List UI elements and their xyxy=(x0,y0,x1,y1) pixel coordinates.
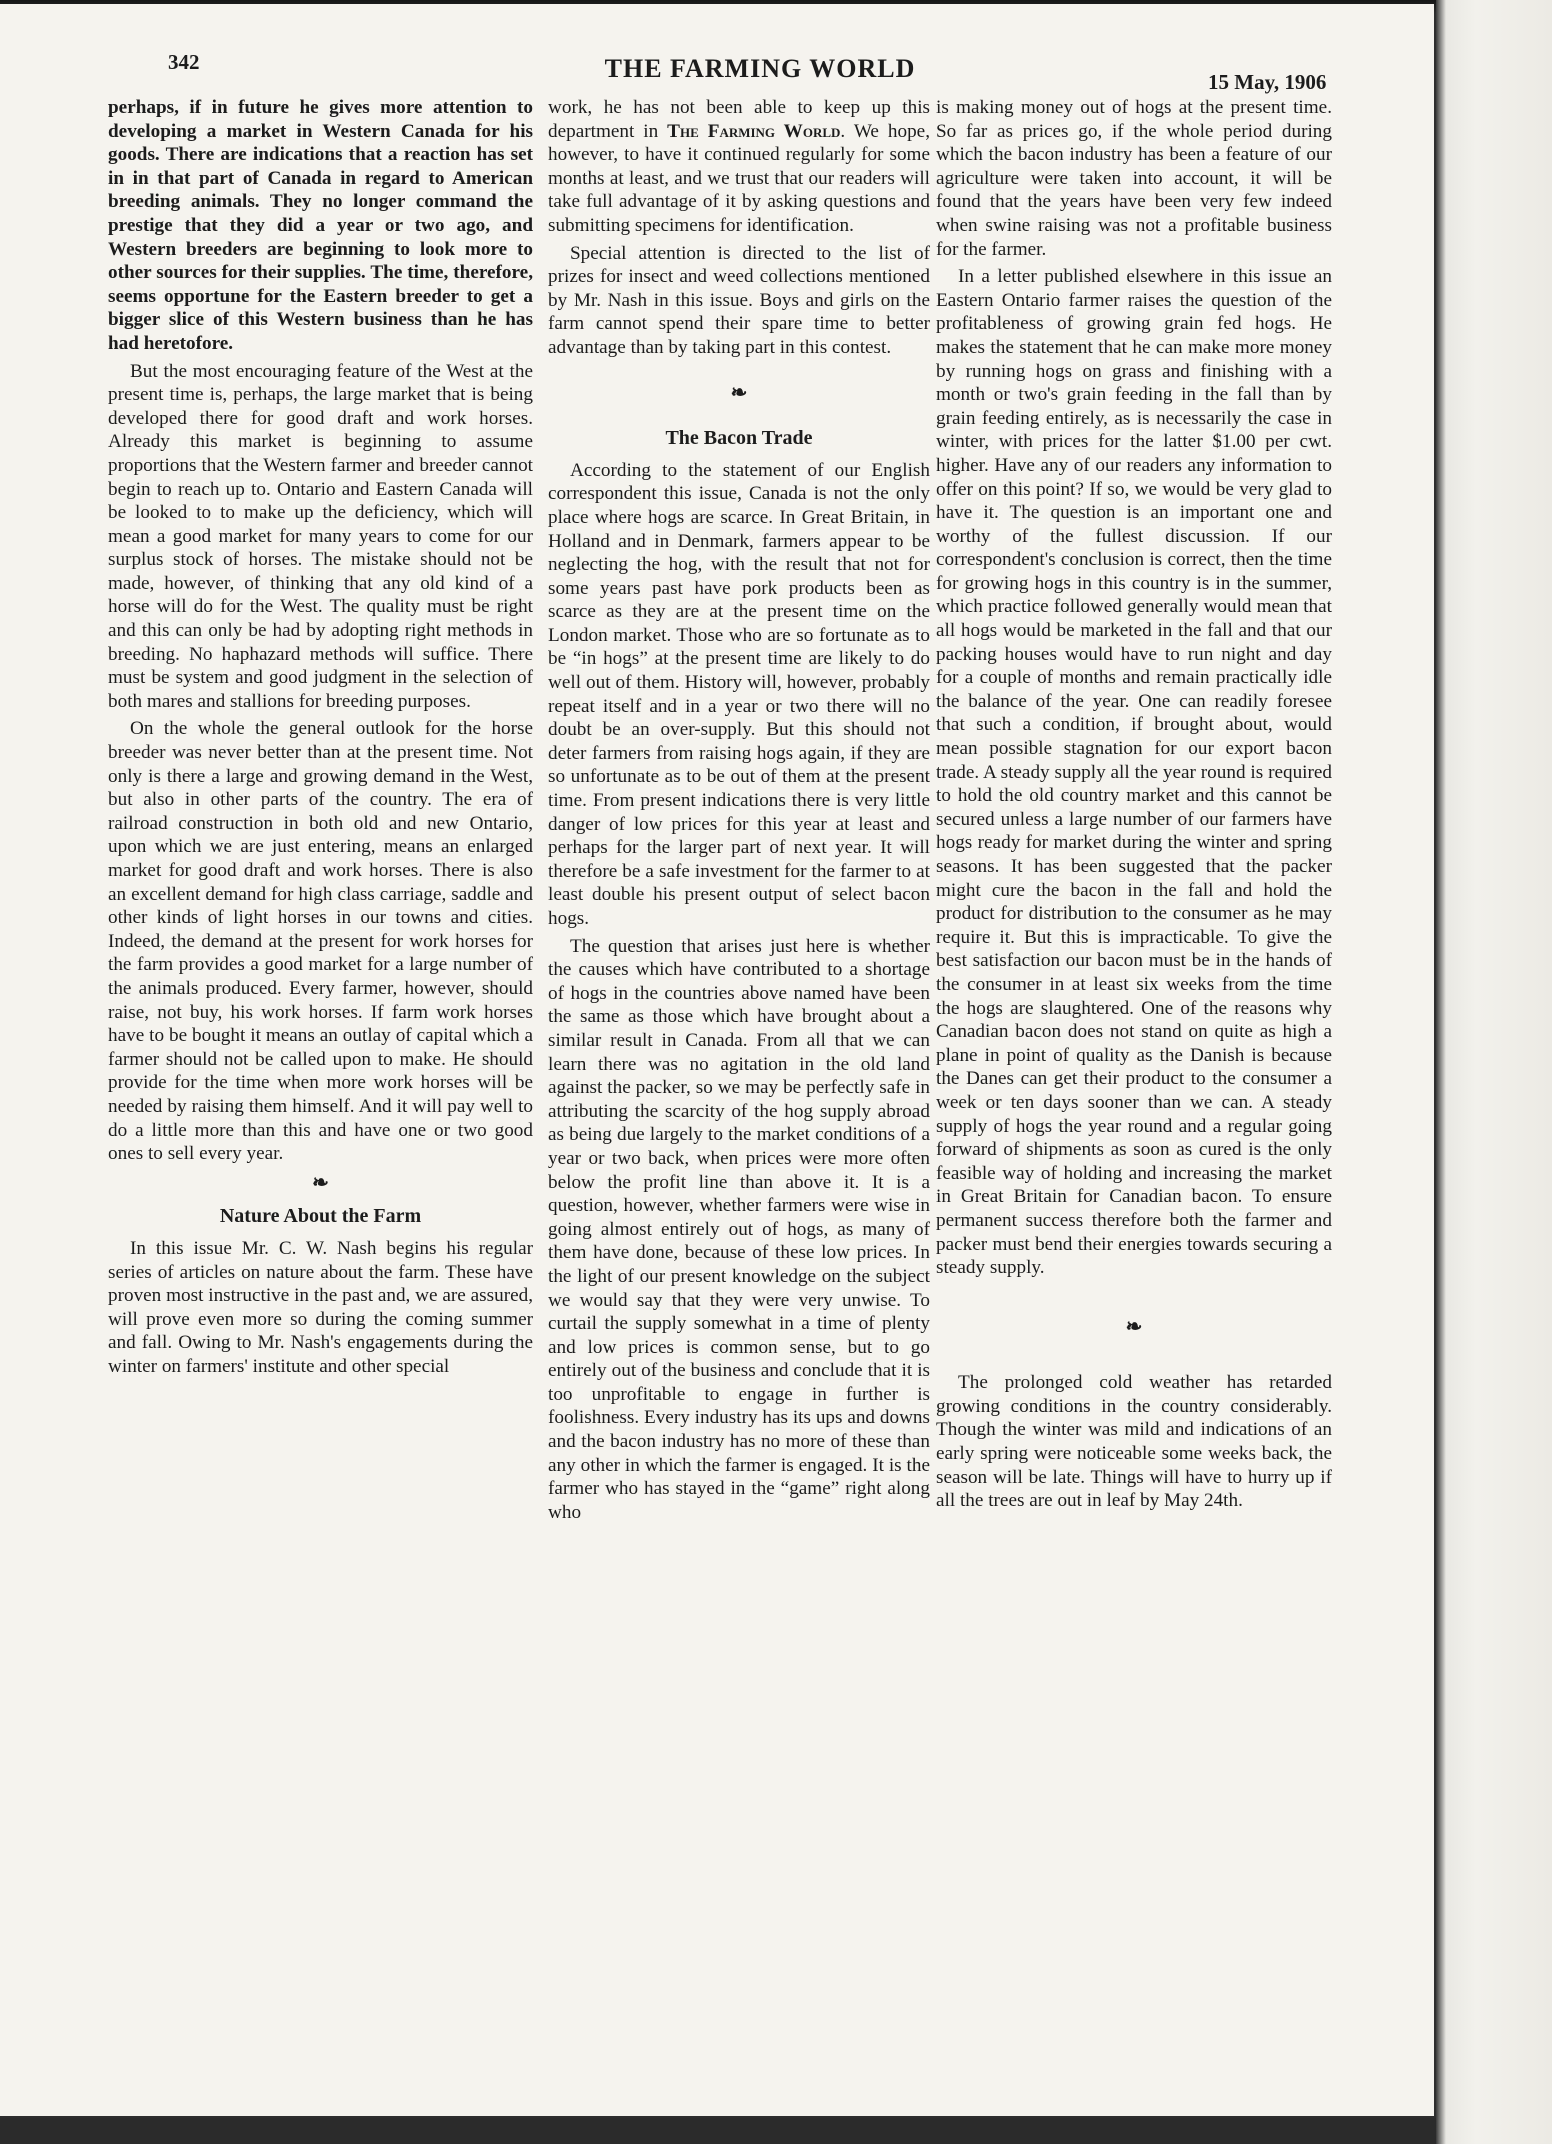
paragraph: But the most encouraging feature of the West at the present time is, perhaps, the large market that is being developed there for good draft and work horses. Already this market is beginning to assume proportions that the Western farmer and breeder cannot begin to reach up to. Ontario and Eastern Canada will be looked to to make up the deficiency, which will mean a good market for many years to come for our surplus stock of horses. The mistake should not be made, however, of thinking that any old kind of a horse will do for the West. The quality must be right and this can only be had by adopting right methods in breeding. No haphazard methods will suffice. There must be system and good judgment in the selection of both mares and stallions for breeding purposes. xyxy=(108,360,533,712)
column-3 xyxy=(936,96,1332,1517)
running-title: THE FARMING WORLD xyxy=(604,54,916,83)
text-run: . We hope, however, to have it continued regularly for some months at least, and we trust that our readers will take full advantage of it by asking questions and submitting specimens for identification. xyxy=(548,120,930,236)
page-header xyxy=(0,44,1434,94)
paragraph: The prolonged cold weather has retarded growing conditions in the country considerably. Though the winter was mild and indications of an early spring were noticeable some weeks back, the season will be late. Things will have to hurry up if all the trees are out in leaf by May 24th. xyxy=(936,1372,1332,1512)
paragraph: On the whole the general outlook for the horse breeder was never better than at the present time. Not only is there a large and growing demand in the West, but also in other parts of the country. The era of railroad construction in both old and new Ontario, upon which we are just entering, means an enlarged market for good draft and work horses. There is also an excellent demand for high class carriage, saddle and other kinds of light horses in our towns and cities. Indeed, the demand at the present for work horses for the farm provides a good market for a large number of the animals produced. Every farmer, however, should raise, not buy, his work horses. If farm work horses have to be bought it means an outlay of capital which a farmer should not be called upon to make. He should provide for the time when more work horses will be needed by raising them himself. And it will pay well to do a little more than this and have one or two good ones to sell every year. xyxy=(108,718,533,1165)
section-ornament: ❧ xyxy=(730,381,748,404)
column-1 xyxy=(108,96,533,1382)
paragraph: perhaps, if in future he gives more attention to developing a market in Western Canada for his goods. There are indications that a reaction has set in in that part of Canada in regard to American breeding animals. They no longer command the prestige that they did a year or two ago, and Western breeders are beginning to look more to other sources for their supplies. The time, therefore, seems opportune for the Eastern breeder to get a bigger slice of this Western business than he has had heretofore. xyxy=(108,97,533,354)
facing-page-edge xyxy=(1436,0,1552,2144)
paragraph: In a letter published elsewhere in this issue an Eastern Ontario farmer raises the question of the profitableness of growing grain fed hogs. He makes the statement that he can make more money by running hogs on grass and finishing with a month or two's grain feeding in the fall than by grain feeding entirely, as is necessarily the case in winter, with prices for the latter $1.00 per cwt. higher. Have any of our readers any information to offer on this point? If so, we would be very glad to have it. The question is an important one and worthy of the fullest discussion. If our correspondent's conclusion is correct, then the time for growing hogs in this country is in the summer, which practice followed generally would mean that all hogs would be marketed in the fall and that our packing houses would have to run night and day for a couple of months and remain practically idle the balance of the year. One can readily foresee that such a condition, if brought about, would mean possible stagnation for our export bacon trade. A steady supply all the year round is required to hold the old country market and this cannot be secured unless a large number of our farmers have hogs ready for market during the winter and spring seasons. It has been suggested that the packer might cure the bacon in the fall and hold the product for distribution to the consumer as he may require it. But this is impracticable. To give the best satisfaction our bacon must be in the hands of the consumer in at least six weeks from the time the hogs are slaughtered. One of the reasons why Canadian bacon does not stand on quite as high a plane in point of quality as the Danish is because the Danes can get their product to the consumer a week or ten days sooner than we can. A steady supply of hogs the year round and a regular going forward of shipments as soon as cured is the only feasible way of holding and increasing the market in Great Britain for Canadian bacon. To ensure permanent success therefore both the farmer and packer must bend their energies towards securing a steady supply. xyxy=(936,266,1332,1279)
paragraph xyxy=(548,96,930,238)
section-ornament: ❧ xyxy=(312,1171,329,1194)
page-number: 342 xyxy=(168,50,200,74)
section-heading-nature-about-the-farm: Nature About the Farm xyxy=(219,1205,422,1228)
paragraph: is making money out of hogs at the present time. So far as prices go, if the whole period during which the bacon industry has been a feature of our agriculture were taken into account, it will be found that the years have been very few indeed when swine raising was not a profitable business for the farmer. xyxy=(936,97,1332,260)
section-ornament: ❧ xyxy=(1125,1315,1143,1338)
text-run: work, he has not been able to keep up this department in xyxy=(548,97,930,142)
paragraph: In this issue Mr. C. W. Nash begins his regular series of articles on nature about the farm. These have proven most instructive in the past and, we are assured, will prove even more so during the coming summer and fall. Owing to Mr. Nash's engagements during the winter on farmers' institute and other special xyxy=(108,1237,533,1377)
magazine-page xyxy=(0,4,1434,2116)
issue-date: 15 May, 1906 xyxy=(1208,70,1327,94)
paragraph: Special attention is directed to the list of prizes for insect and weed collections mentioned by Mr. Nash in this issue. Boys and girls on the farm cannot spend their spare time to better advantage than by taking part in this contest. xyxy=(548,242,930,358)
paragraph: According to the statement of our English correspondent this issue, Canada is not the only place where hogs are scarce. In Great Britain, in Holland and in Denmark, farmers appear to be neglecting the hog, with the result that not for some years past have pork products been as scarce as they are at the present time on the London market. Those who are so fortunate as to be “in hogs” at the present time are likely to do well out of them. History will, however, probably repeat itself and in a year or two there will no doubt be an over-supply. But this should not deter farmers from raising hogs again, if they are so unfortunate as to be out of them at the present time. From present indications there is very little danger of low prices for this year at least and perhaps for the larger part of next year. It will therefore be a safe investment for the farmer to at least double his present output of select bacon hogs. xyxy=(548,459,930,929)
paragraph: The question that arises just here is whether the causes which have contributed to a shortage of hogs in the countries above named have been the same as those which have brought about a similar result in Canada. From all that we can learn there was no agitation in the old land against the packer, so we may be perfectly safe in attributing the scarcity of the hog supply abroad as being due largely to the market conditions of a year or two back, when prices were more often below the profit line than above it. It is a question, however, whether farmers were wise in going almost entirely out of hogs, as many of them have done, because of these low prices. In the light of our present knowledge on the subject we would say that they were very unwise. To curtail the supply somewhat in a time of plenty and low prices is common sense, but to go entirely out of the business and conclude that it is too unprofitable to engage in further is foolishness. Every industry has its ups and downs and the bacon industry has no more of these than any other in which the farmer is engaged. It is the farmer who has stayed in the “game” right along who xyxy=(548,935,930,1523)
section-heading-the-bacon-trade: The Bacon Trade xyxy=(665,427,813,450)
scan-bottom-edge xyxy=(0,2118,1436,2144)
column-2 xyxy=(548,96,930,1528)
publication-title: The Farming World xyxy=(667,120,841,142)
